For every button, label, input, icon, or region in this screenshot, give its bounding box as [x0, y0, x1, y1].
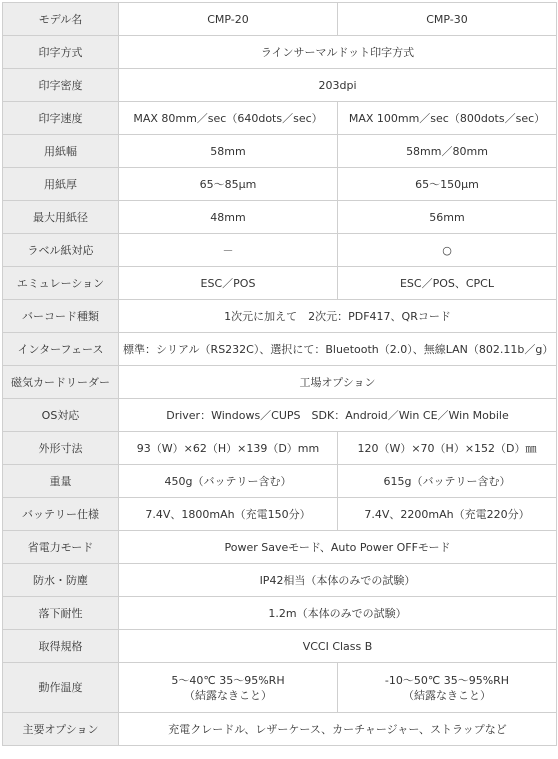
paper-width-cmp30: 58mm／80mm — [338, 135, 557, 168]
table-row — [3, 531, 557, 564]
row-label: 磁気カードリーダー — [3, 366, 119, 399]
table-row — [3, 267, 557, 300]
barcode-value: 1次元に加えて 2次元：PDF417、QRコード — [119, 300, 557, 333]
emulation-cmp20: ESC／POS — [119, 267, 338, 300]
row-label: 印字密度 — [3, 69, 119, 102]
operating-temp-cmp20 — [119, 663, 338, 713]
table-row — [3, 333, 557, 366]
row-label: 動作温度 — [3, 663, 119, 713]
interface-value: 標準：シリアル（RS232C）、選択にて：Bluetooth（2.0）、無線LAN（802.11b／g） — [119, 333, 557, 366]
row-label: 用紙幅 — [3, 135, 119, 168]
print-method-value: ラインサーマルドット印字方式 — [119, 36, 557, 69]
row-label: 最大用紙径 — [3, 201, 119, 234]
weight-cmp20: 450g（バッテリー含む） — [119, 465, 338, 498]
table-row — [3, 597, 557, 630]
table-row — [3, 36, 557, 69]
row-label: ラベル紙対応 — [3, 234, 119, 267]
row-label: 防水・防塵 — [3, 564, 119, 597]
print-speed-cmp30: MAX 100mm／sec（800dots／sec） — [338, 102, 557, 135]
table-row — [3, 465, 557, 498]
options-value: 充電クレードル、レザーケース、カーチャージャー、ストラップなど — [119, 713, 557, 746]
operating-temp-cmp30-note: （結露なきこと） — [403, 688, 491, 702]
row-label: バッテリー仕様 — [3, 498, 119, 531]
label-paper-cmp30: ○ — [338, 234, 557, 267]
model-name-label: モデル名 — [3, 3, 119, 36]
battery-cmp20: 7.4V、1800mAh（充電150分） — [119, 498, 338, 531]
row-label: 主要オプション — [3, 713, 119, 746]
waterproof-value: IP42相当（本体のみでの試験） — [119, 564, 557, 597]
header-row — [3, 3, 557, 36]
table-row — [3, 69, 557, 102]
row-label: 重量 — [3, 465, 119, 498]
max-roll-cmp20: 48mm — [119, 201, 338, 234]
row-label: 省電力モード — [3, 531, 119, 564]
paper-thickness-cmp30: 65～150μm — [338, 168, 557, 201]
emulation-cmp30: ESC／POS、CPCL — [338, 267, 557, 300]
label-paper-cmp20: － — [119, 234, 338, 267]
model-cmp20: CMP-20 — [119, 3, 338, 36]
os-value: Driver：Windows／CUPS SDK：Android／Win CE／Win Mobile — [119, 399, 557, 432]
table-row — [3, 366, 557, 399]
certification-value: VCCI Class B — [119, 630, 557, 663]
table-row — [3, 498, 557, 531]
operating-temp-cmp20-note: （結露なきこと） — [184, 688, 272, 702]
row-label: 落下耐性 — [3, 597, 119, 630]
row-label: インターフェース — [3, 333, 119, 366]
table-row — [3, 168, 557, 201]
spec-table — [2, 2, 557, 746]
print-speed-cmp20: MAX 80mm／sec（640dots／sec） — [119, 102, 338, 135]
print-density-value: 203dpi — [119, 69, 557, 102]
row-label: エミュレーション — [3, 267, 119, 300]
max-roll-cmp30: 56mm — [338, 201, 557, 234]
drop-value: 1.2m（本体のみでの試験） — [119, 597, 557, 630]
row-label: 印字速度 — [3, 102, 119, 135]
operating-temp-cmp20-range: 5～40℃ 35～95%RH — [171, 673, 285, 687]
operating-temp-cmp30-range: -10～50℃ 35～95%RH — [384, 673, 510, 687]
paper-thickness-cmp20: 65～85μm — [119, 168, 338, 201]
table-row — [3, 432, 557, 465]
table-row — [3, 630, 557, 663]
table-row — [3, 102, 557, 135]
power-save-value: Power Saveモード、Auto Power OFFモード — [119, 531, 557, 564]
operating-temp-cmp30 — [338, 663, 557, 713]
row-label: 印字方式 — [3, 36, 119, 69]
row-label: 外形寸法 — [3, 432, 119, 465]
table-row — [3, 663, 557, 713]
table-row — [3, 234, 557, 267]
table-row — [3, 399, 557, 432]
row-label: 用紙厚 — [3, 168, 119, 201]
dimensions-cmp20: 93（W）×62（H）×139（D）mm — [119, 432, 338, 465]
table-row — [3, 135, 557, 168]
table-row — [3, 300, 557, 333]
weight-cmp30: 615g（バッテリー含む） — [338, 465, 557, 498]
table-row — [3, 713, 557, 746]
row-label: バーコード種類 — [3, 300, 119, 333]
table-row — [3, 564, 557, 597]
paper-width-cmp20: 58mm — [119, 135, 338, 168]
row-label: OS対応 — [3, 399, 119, 432]
dimensions-cmp30: 120（W）×70（H）×152（D）㎜ — [338, 432, 557, 465]
row-label: 取得規格 — [3, 630, 119, 663]
model-cmp30: CMP-30 — [338, 3, 557, 36]
card-reader-value: 工場オプション — [119, 366, 557, 399]
table-row — [3, 201, 557, 234]
battery-cmp30: 7.4V、2200mAh（充電220分） — [338, 498, 557, 531]
